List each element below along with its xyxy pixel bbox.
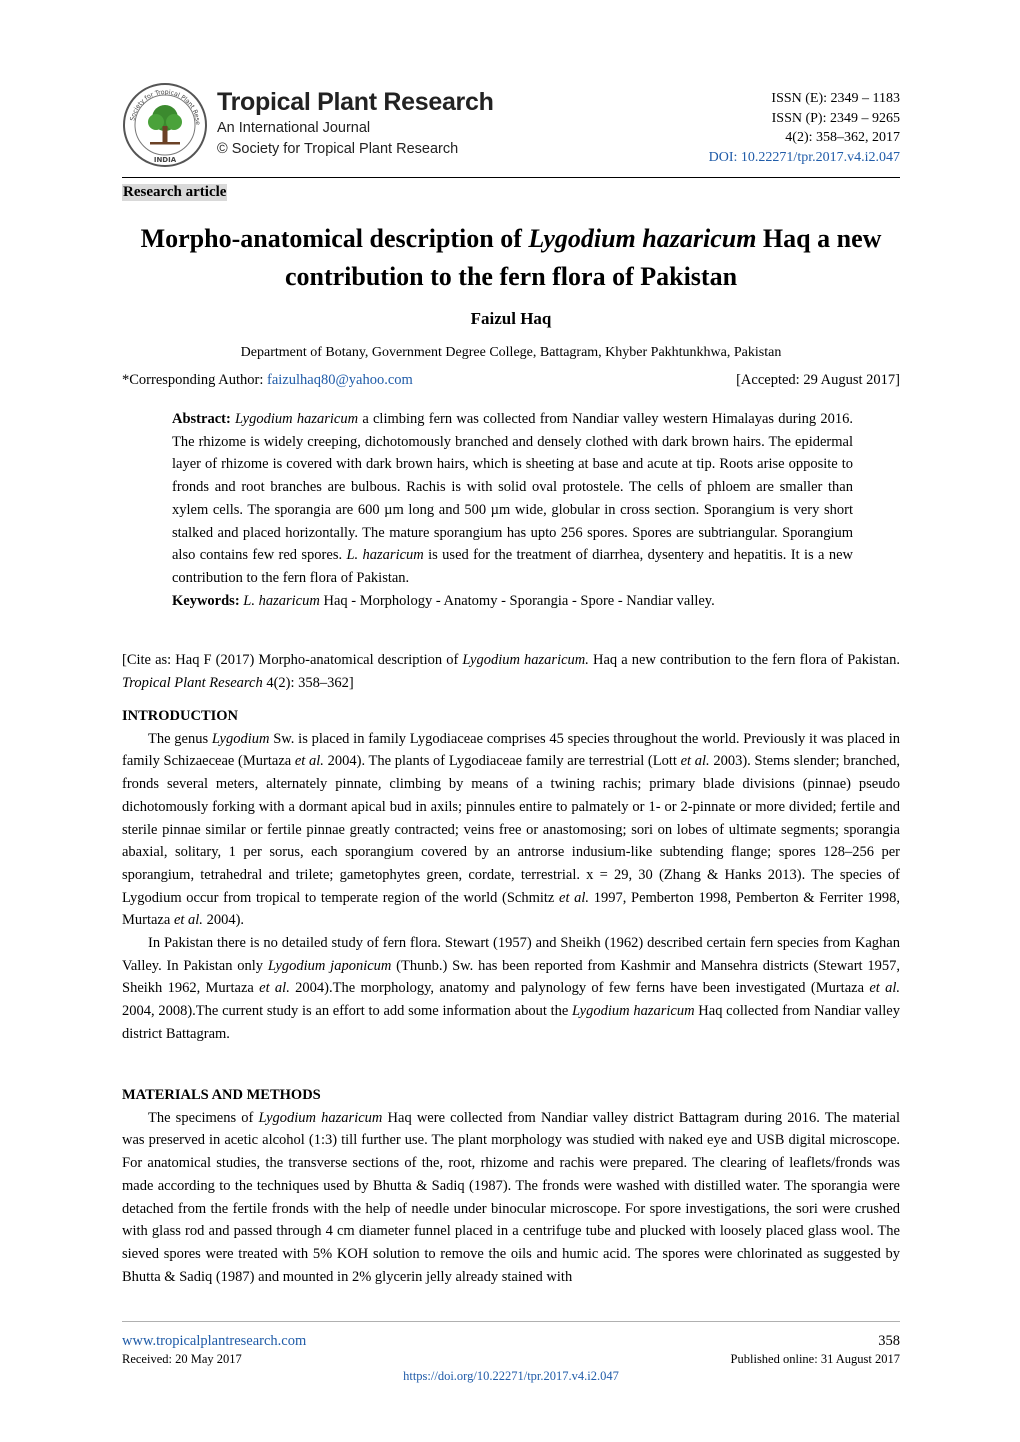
- article-type-badge: Research article: [123, 184, 227, 200]
- website-link[interactable]: www.tropicalplantresearch.com: [122, 1333, 307, 1349]
- published-date: Published online: 31 August 2017: [730, 1352, 900, 1366]
- issn-print: ISSN (P): 2349 – 9265: [771, 110, 900, 126]
- corresponding-label: *Corresponding Author:: [122, 372, 267, 388]
- received-date: Received: 20 May 2017: [122, 1352, 242, 1366]
- journal-logo: [122, 82, 494, 168]
- svg-text:INDIA: INDIA: [153, 156, 177, 164]
- methods-heading: MATERIALS AND METHODS: [122, 1087, 321, 1103]
- article-title: Morpho-anatomical description of Lygodium hazaricum Haq a new contribution to the fern flora of Pakistan: [140, 224, 882, 291]
- svg-text:Society for Tropical Plant Res: Society for Tropical Plant Rese: [129, 88, 202, 126]
- doi-link[interactable]: DOI: 10.22271/tpr.2017.v4.i2.047: [708, 149, 900, 165]
- abstract-body: Abstract: Lygodium hazaricum a climbing fern was collected from Nandiar valley western Himalayas during 2016. The rhizome is widely creeping, dichotomously branched and densely clothed with dark brown hairs. The epidermal layer of rhizome is covered with dark brown hairs, which is sheeting at base and acute at tip. Roots arise opposite to fronds and root branches are bulbous. Rachis is with solid oval protostele. The cells of phloem are smaller than xylem cells. The sporangia are 600 µm long and 500 µm wide, globular in cross section. Sporangium is very short stalked and placed horizontally. The mature sporangium has upto 256 spores. Spores are subtriangular. Sporangium also contains few red spores. L. hazaricum is used for the treatment of diarrhea, dysentery and hepatitis. It is a new contribution to the fern flora of Pakistan.: [172, 411, 854, 586]
- author-name: Faizul Haq: [470, 309, 552, 328]
- page-number: 358: [878, 1333, 900, 1349]
- accepted-date: [Accepted: 29 August 2017]: [736, 372, 900, 388]
- keywords: Keywords: L. hazaricum Haq - Morphology - Anatomy - Sporangia - Spore - Nandiar valley.: [172, 592, 715, 609]
- footer-doi-link[interactable]: https://doi.org/10.22271/tpr.2017.v4.i2.047: [403, 1369, 619, 1383]
- footer-divider: [122, 1321, 900, 1322]
- author-affiliation: Department of Botany, Government Degree College, Battagram, Khyber Pakhtunkhwa, Pakistan: [240, 345, 782, 360]
- header-divider: [122, 177, 900, 178]
- introduction-paragraph: In Pakistan there is no detailed study of fern flora. Stewart (1957) and Sheikh (1962) described certain fern species from Kaghan Valley. In Pakistan only Lygodium japonicum (Thunb.) Sw. has been reported from Kashmir and Mansehra districts (Stewart 1957, Sheikh 1962, Murtaza et al. 2004).The morphology, anatomy and palynology of few ferns have been investigated (Murtaza et al. 2004, 2008).The current study is an effort to add some information about the Lygodium hazaricum Haq collected from Nandiar valley district Battagram.: [122, 935, 900, 1042]
- issn-electronic: ISSN (E): 2349 – 1183: [771, 91, 900, 106]
- methods-section: [122, 1084, 900, 1288]
- corresponding-author-row: [122, 372, 900, 389]
- society-seal-icon: [122, 82, 208, 168]
- citation: [Cite as: Haq F (2017) Morpho-anatomical description of Lygodium hazaricum. Haq a new contribution to the fern flora of Pakistan. Tropical Plant Research 4(2): 358–362]: [122, 652, 900, 691]
- methods-paragraph: The specimens of Lygodium hazaricum Haq were collected from Nandiar valley district Battagram during 2016. The material was preserved in acetic alcohol (1:3) till further use. The plant morphology was studied with naked eye and USB digital microscope. For anatomical studies, the transverse sections of the, root, rhizome and rachis were prepared. The clearing of leaflets/fronds was made according to the techniques used by Bhutta & Sadiq (1987). The fronds were washed with distilled water. The sporangia were detached from the fertile fronds with the help of needle under binocular microscope. For spore investigations, the sori were crushed with glass rod and passed through 4 cm diameter funnel placed in a centrifuge tube and plucked with loosely placed glass wool. The sieved spores were treated with 5% KOH solution to remove the oils and humic acid. The spores were chlorinated as suggested by Bhutta & Sadiq (1987) and mounted in 2% glycerin jelly already stained with: [122, 1109, 900, 1285]
- volume-issue: 4(2): 358–362, 2017: [785, 130, 900, 145]
- issn-block: [709, 89, 900, 167]
- abstract: [172, 408, 853, 612]
- journal-society: © Society for Tropical Plant Research: [217, 141, 459, 157]
- journal-title: Tropical Plant Research: [217, 88, 494, 116]
- introduction-paragraph: The genus Lygodium Sw. is placed in family Lygodiaceae comprises 45 species throughout the world. Previously it was placed in family Schizaeceae (Murtaza et al. 2004). The plants of Lygodiaceae family are terrestrial (Lott et al. 2003). Stems slender; branched, fronds several meters, alternately pinnate, climbing by means of a twining rachis; primary blade divisions (pinnae) pseudo dichotomously forking with a dormant apical bud in axils; pinnules entire to palmately or 1- or 2-pinnate or more divided; fertile and sterile pinnae similar or fertile pinnae greatly contracted; veins free or anastomosing; sori on lobes of ultimate segments; sporangia abaxial, solitary, 1 per sorus, each sporangium covered by an antrorse indusium-like subtending flange; spores 128–256 per sporangium, tetrahedral and trilete; gametophytes green, cordate, terrestrial. x = 29, 30 (Zhang & Hanks 2013). The species of Lygodium occur from tropical to temperate region of the world (Schmitz et al. 1997, Pemberton 1998, Pemberton & Ferriter 1998, Murtaza et al. 2004).: [122, 730, 900, 929]
- journal-subtitle: An International Journal: [217, 120, 371, 136]
- introduction-section: [122, 705, 900, 1046]
- introduction-heading: INTRODUCTION: [122, 708, 239, 724]
- author-email-link[interactable]: faizulhaq80@yahoo.com: [267, 372, 413, 388]
